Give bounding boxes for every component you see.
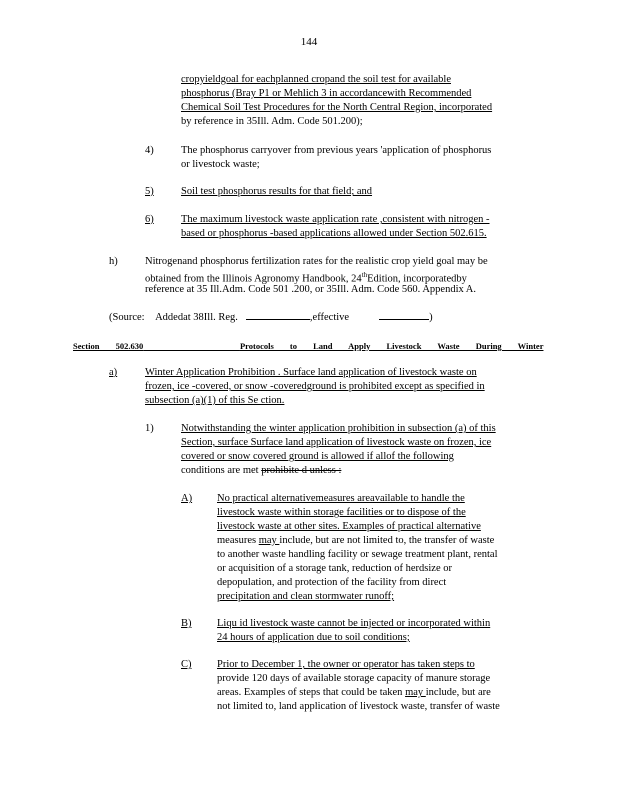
item-marker: C) — [181, 659, 192, 670]
text-line: provide 120 days of available storage capacity of manure storage — [217, 673, 491, 684]
text-line: livestock waste at other sites. Examples of practical alternative — [217, 521, 481, 532]
text-line: to another waste handling facility or sewage treatment plant, rental — [217, 549, 498, 560]
item-marker: 1) — [145, 423, 154, 434]
text-line: obtained from the Illinois Agronomy Handbook, 24thEdition, incorporatedby — [145, 271, 467, 285]
text-line: The maximum livestock waste application rate ,consistent with nitrogen - — [181, 214, 490, 225]
text-line: subsection (a)(1) of this Se ction. — [145, 395, 285, 406]
text-line: precipitation and clean stormwater runoff; — [217, 591, 395, 602]
text-line: No practical alternativemeasures areavailable to handle the — [217, 493, 465, 504]
item-marker: 6) — [145, 214, 154, 225]
text-line: or acquisition of a storage tank, reduction of herdsize or — [217, 563, 453, 574]
text-line: depopulation, and protection of the facility from direct — [217, 577, 447, 588]
text-line: Section, surface Surface land application of livestock waste on frozen, ice — [181, 437, 492, 448]
text-line: reference at 35 Ill.Adm. Code 501 .200, or 35Ill. Adm. Code 560. Appendix A. — [145, 284, 476, 295]
item-marker: h) — [109, 256, 118, 267]
text-line: conditions are met prohibite d unless : — [181, 465, 342, 476]
text-line: cropyieldgoal for eachplanned cropand the soil test for available — [181, 74, 451, 85]
text-line: based or phosphorus -based applications allowed under Section 502.615. — [181, 228, 487, 239]
text-line: Soil test phosphorus results for that field; and — [181, 186, 373, 197]
text-line: Prior to December 1, the owner or operator has taken steps to — [217, 659, 475, 670]
text-line: not limited to, land application of livestock waste, transfer of waste — [217, 701, 500, 712]
text-line: frozen, ice -covered, or snow -coveredground is prohibited except as specified in — [145, 381, 485, 392]
page-number: 144 — [300, 36, 318, 48]
item-marker: A) — [181, 493, 193, 504]
text-line: covered or snow covered ground is allowed if allof the following — [181, 451, 454, 462]
text-line: measures may include, but are not limited to, the transfer of waste — [217, 535, 495, 546]
item-marker: 5) — [145, 186, 154, 197]
text-line: Chemical Soil Test Procedures for the North Central Region, incorporated — [181, 102, 493, 113]
section-heading: Section 502.630 Protocols to Land Apply Livestock Waste During Winter — [73, 341, 544, 351]
item-marker: B) — [181, 618, 192, 629]
source-note: (Source: Addedat 38Ill. Reg. ,effective ) — [109, 312, 433, 323]
text-line: 24 hours of application due to soil conditions; — [217, 632, 410, 643]
text-line: Liqu id livestock waste cannot be injected or incorporated within — [217, 618, 491, 629]
text-line: livestock waste within storage facilities or to dispose of the — [217, 507, 466, 518]
text-line: The phosphorus carryover from previous years 'application of phosphorus — [181, 145, 492, 156]
text-line: Notwithstanding the winter application prohibition in subsection (a) of this — [181, 423, 496, 434]
item-marker: 4) — [145, 145, 154, 156]
text-line: phosphorus (Bray P1 or Mehlich 3 in accordancewith Recommended — [181, 88, 472, 99]
text-line: by reference in 35Ill. Adm. Code 501.200); — [181, 116, 363, 127]
text-line: Nitrogenand phosphorus fertilization rates for the realistic crop yield goal may be — [145, 256, 488, 267]
item-marker: a) — [109, 367, 118, 378]
text-line: Winter Application Prohibition . Surface land application of livestock waste on — [145, 367, 477, 378]
text-line: or livestock waste; — [181, 159, 260, 170]
text-line: areas. Examples of steps that could be taken may include, but are — [217, 687, 491, 698]
